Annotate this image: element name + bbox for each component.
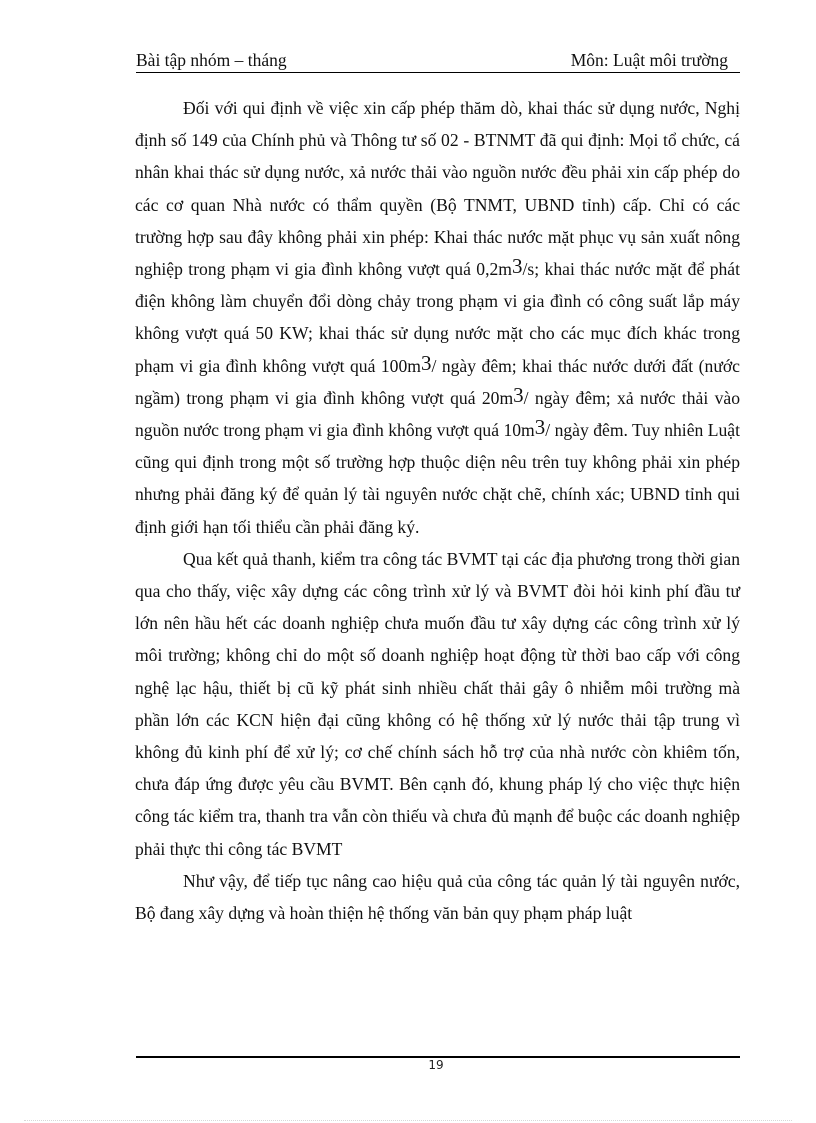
paragraph-conclusion: Như vậy, để tiếp tục nâng cao hiệu quả của công tác quản lý tài nguyên nước, Bộ đang xây dựng và hoàn thiện hệ thống văn bản quy phạm pháp luật (135, 870, 740, 924)
exponent: 3 (534, 415, 546, 440)
page-edge-divider (24, 1120, 792, 1121)
header-left-text: Bài tập nhóm – tháng (136, 50, 287, 70)
paragraph-text: / ngày đêm; xả nước thải vào nguồn nước trong phạm vi gia đình không vượt quá 10m (135, 387, 741, 441)
paragraph-water-permits (135, 92, 740, 543)
exponent: 3 (513, 382, 524, 407)
exponent: 3 (512, 254, 523, 279)
paragraph-text: /s; khai thác nước mặt để phát điện không làm chuyển đổi dòng chảy trong phạm vi gia đình có công suất lắp máy không vượt quá 50 KW; khai thác sử dụng nước mặt cho các mục đích khác trong phạm vi gia đình không vượt quá 100m (135, 259, 740, 376)
paragraph-text: / ngày đêm. Tuy nhiên Luật cũng qui định trong một số trường hợp thuộc diện nêu trên tuy không phải xin phép nhưng phải đăng ký để quản lý tài nguyên nước chặt chẽ, chính xác; UBND tỉnh qui định giới hạn tối thiểu cần phải đăng ký. (135, 420, 740, 537)
paragraph-inspection-results: Qua kết quả thanh, kiểm tra công tác BVMT tại các địa phương trong thời gian qua cho thấy, việc xây dựng các công trình xử lý và BVMT đòi hỏi kinh phí đầu tư lớn nên hầu hết các doanh nghiệp chưa muốn đầu tư xây dựng các công trình xử lý môi trường; không chỉ do một số doanh nghiệp hoạt động từ thời bao cấp với công nghệ lạc hậu, thiết bị cũ kỹ phát sinh nhiều chất thải gây ô nhiễm môi trường mà phần lớn các KCN hiện đại cũng không có hệ thống xử lý nước thải tập trung vì không đủ kinh phí để xử lý; cơ chế chính sách hỗ trợ của nhà nước còn khiêm tốn, chưa đáp ứng được yêu cầu BVMT. Bên cạnh đó, khung pháp lý cho việc thực hiện công tác kiểm tra, thanh tra vẫn còn thiếu và chưa đủ mạnh để buộc các doanh nghiệp phải thực thi công tác BVMT (135, 548, 740, 859)
page-number: 19 (428, 1058, 444, 1072)
document-body (135, 92, 740, 929)
exponent: 3 (420, 350, 432, 375)
paragraph-text: / ngày đêm; khai thác nước dưới đất (nước ngầm) trong phạm vi gia đình không vượt quá 20m (135, 355, 740, 408)
paragraph-text: Đối với qui định về việc xin cấp phép thăm dò, khai thác sử dụng nước, Nghị định số 149 của Chính phủ và Thông tư số 02 - BTNMT đã qui định: Mọi tổ chức, cá nhân khai thác sử dụng nước, xả nước thải vào nguồn nước đều phải xin cấp phép do các cơ quan Nhà nước có thẩm quyền (Bộ TNMT, UBND tỉnh) cấp. Chỉ có các trường hợp sau đây không phải xin phép: Khai thác nước mặt phục vụ sản xuất nông nghiệp trong phạm vi gia đình không vượt quá 0,2m (135, 98, 740, 280)
page-header (136, 50, 740, 73)
header-right-text: Môn: Luật môi trường (570, 50, 728, 70)
